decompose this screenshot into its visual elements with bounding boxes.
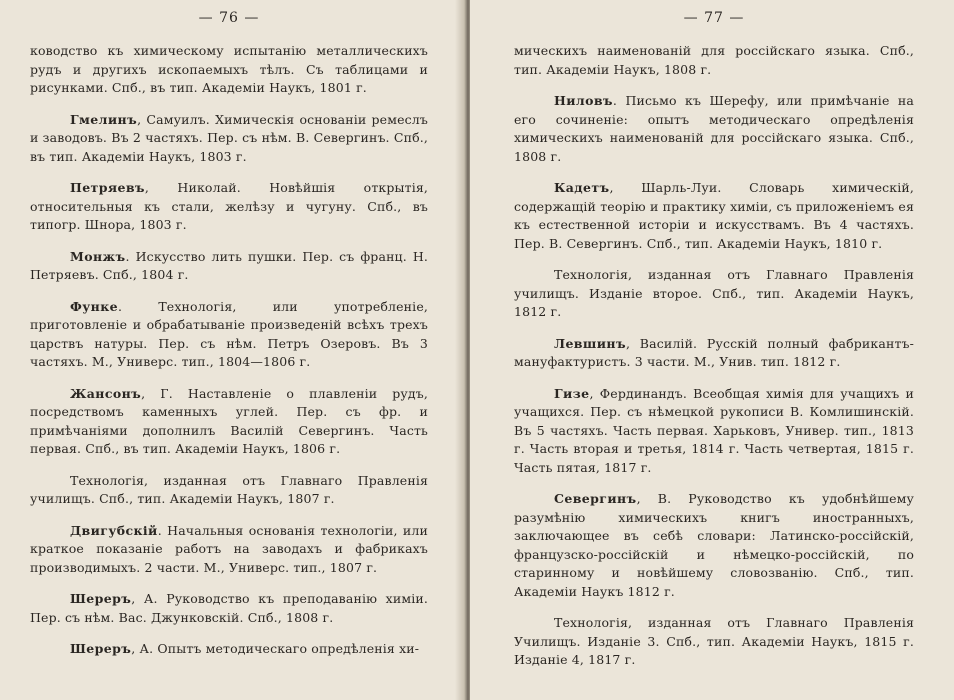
bibliography-entry [514,92,914,166]
entry-author: Севергинъ [554,491,637,506]
bibliography-entry [30,590,428,627]
entry-text: . Технологія, или употребленіе, приготовленіе и обрабатываніе произведеній всѣхъ трехъ царствъ натуры. Пер. съ нѣм. Петръ Озеровъ. Въ 3 частяхъ. М., Универс. тип., 1804—1806 г. [30,298,428,369]
bibliography-entry [30,111,428,167]
entry-text: Технологія, изданная отъ Главнаго Правленія училищъ. Спб., тип. Академіи Наукъ, 1807 г. [30,472,428,506]
bibliography-entry [30,522,428,578]
entry-author: Петряевъ [70,180,145,195]
bibliography-entry [514,335,914,372]
right-page [470,0,954,700]
entry-author: Шереръ [70,641,132,656]
entry-text: , А. Опытъ методическаго опредѣленія хи- [131,641,420,656]
page-number: — 77 — [683,10,745,26]
entry-text: , Фердинандъ. Всеобщая химія для учащихъ и учащихся. Пер. съ нѣмецкой рукописи В. Комлишинскій. Въ 5 частяхъ. Часть первая. Харьковъ, Универ. тип., 1813 г. Часть вторая и третья, 1814 г. Часть четвертая, 1815 г. Часть пятая, 1817 г. [514,385,914,475]
entry-text: ководство къ химическому испытанію металлическихъ рудъ и другихъ ископаемыхъ тѣлъ. Съ таблицами и рисунками. Спб., въ тип. Академіи Наукъ, 1801 г. [30,43,428,95]
entry-author: Двигубскій [70,522,158,538]
bibliography-entry [30,385,428,459]
bibliography-entry [30,640,428,659]
bibliography-entry [514,42,914,79]
entry-text: Технологія, изданная отъ Главнаго Правленія училищъ. Изданіе второе. Спб., тип. Академіи Наукъ, 1812 г. [514,267,914,319]
entry-text: , В. Руководство къ удобнѣйшему разумѣнію химическихъ книгъ иностранныхъ, заключающее въ себѣ словари: Латинско-россійскій, французско-россійскій и нѣмецко-россійскій, по старинному и новѣйшему словозванію. Спб., тип. Академіи Наукъ 1812 г. [514,491,914,599]
bibliography-entry [514,614,914,670]
bibliography-entry [514,266,914,322]
entry-text: , Самуилъ. Химическія основаніи ремеслъ и заводовъ. Въ 2 частяхъ. Пер. съ нѣм. В. Севергинъ. Спб., въ тип. Академіи Наукъ, 1803 г. [30,111,428,164]
entry-text: мическихъ наименованій для россійскаго языка. Спб., тип. Академіи Наукъ, 1808 г. [514,43,914,77]
bibliography-entry [514,179,914,253]
entry-text: . Начальныя основанія технологіи, или краткое показаніе работъ на заводахъ и фабрикахъ производимыхъ. 2 части. М., Универс. тип., 1807 г. [30,522,428,575]
entry-text: Технологія, изданная отъ Главнаго Правленія Училищъ. Изданіе 3. Спб., тип. Академіи Наукъ, 1815 г. Изданіе 4, 1817 г. [514,615,914,667]
entry-author: Ниловъ [554,93,613,108]
entry-text: , А. Руководство къ преподаванію химіи. Пер. съ нѣм. Вас. Джунковскій. Спб., 1808 г. [30,591,428,625]
entry-text: , Шарль-Луи. Словарь химическій, содержащій теорію и практику химіи, съ приложеніемъ ея къ естественной исторіи и искусствамъ. Въ 4 частяхъ. Пер. В. Севергинъ. Спб., тип. Академіи Наукъ, 1810 г. [514,180,914,251]
entry-author: Шереръ [70,591,132,606]
page-number: — 76 — [198,10,260,26]
entry-text: . Искусство лить пушки. Пер. съ франц. Н. Петряевъ. Спб., 1804 г. [30,248,428,282]
entry-author: Монжъ [70,248,126,264]
entry-author: Кадетъ [554,180,610,195]
entry-author: Гмелинъ [70,111,138,127]
bibliography-entry [30,248,428,285]
entry-author: Жансонъ [70,385,142,401]
bibliography-entry [30,472,428,509]
entry-text: , Василій. Русскій полный фабрикантъ-мануфактуристъ. 3 части. М., Унив. тип. 1812 г. [514,335,914,369]
bibliography-entry [30,298,428,372]
bibliography-entry [30,42,428,98]
entry-author: Функе [70,298,118,314]
entry-author: Левшинъ [554,335,626,351]
entry-text: , Николай. Новѣйшія открытія, относительныя къ стали, желѣзу и чугуну. Спб., въ типогр. Шнора, 1803 г. [30,180,428,232]
entry-text: . Письмо къ Шерефу, или примѣчаніе на его сочиненіе: опытъ методическаго опредѣленія химическихъ наименованій для россійскаго языка. Спб., 1808 г. [514,93,914,164]
bibliography-entry [30,179,428,235]
bibliography-entry [514,385,914,478]
entry-author: Гизе [554,385,590,401]
left-page [0,0,466,700]
bibliography-entry [514,490,914,601]
entry-text: , Г. Наставленіе о плавленіи рудъ, посредствомъ каменныхъ углей. Пер. съ фр. и примѣчаніями дополнилъ Василій Севергинъ. Часть первая. Спб., въ тип. Академіи Наукъ, 1806 г. [30,385,428,456]
